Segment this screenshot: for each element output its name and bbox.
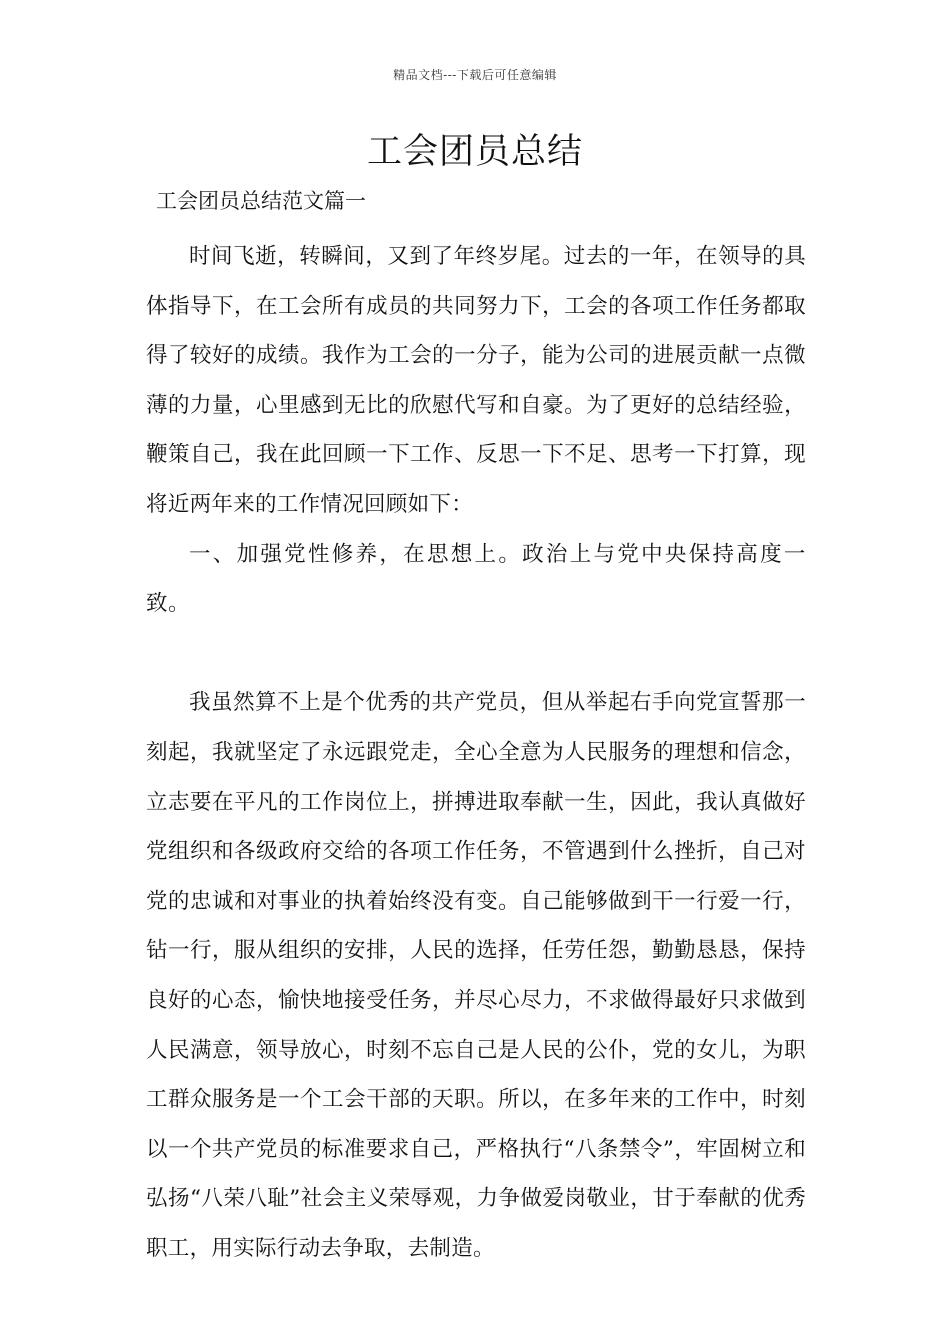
document-title: 工会团员总结 [366,132,583,172]
document-subtitle: 工会团员总结范文篇一 [156,189,366,213]
header-note: 精品文档---下载后可任意编辑 [393,68,557,82]
document-body [146,232,806,1273]
section-heading: 一、加强党性修养，在思想上。政治上与党中央保持高度一致。 [146,541,806,617]
paragraph-intro: 时间飞逝，转瞬间，又到了年终岁尾。过去的一年，在领导的具体指导下，在工会所有成员的共同努力下，工会的各项工作任务都取得了较好的成绩。我作为工会的一分子，能为公司的进展贡献一点微薄的力量，心里感到无比的欣慰代写和自豪。为了更好的总结经验，鞭策自己，我在此回顾一下工作、反思一下不足、思考一下打算，现将近两年来的工作情况回顾如下： [146,244,806,517]
blank-line [146,629,806,679]
paragraph-party-loyalty: 我虽然算不上是个优秀的共产党员，但从举起右手向党宣誓那一刻起，我就坚定了永远跟党走，全心全意为人民服务的理想和信念，立志要在平凡的工作岗位上，拼搏进取奉献一生，因此，我认真做好党组织和各级政府交给的各项工作任务，不管遇到什么挫折，自己对党的忠诚和对事业的执着始终没有变。自己能够做到干一行爱一行，钻一行，服从组织的安排，人民的选择，任劳任怨，勤勤恳恳，保持良好的心态，愉快地接受任务，并尽心尽力，不求做得最好只求做到人民满意，领导放心，时刻不忘自己是人民的公仆，党的女儿，为职工群众服务是一个工会干部的天职。所以，在多年来的工作中，时刻以一个共产党员的标准要求自己，严格执行“八条禁令”，牢固树立和弘扬“八荣八耻”社会主义荣辱观，力争做爱岗敬业，甘于奉献的优秀职工，用实际行动去争取，去制造。 [146,690,806,1261]
